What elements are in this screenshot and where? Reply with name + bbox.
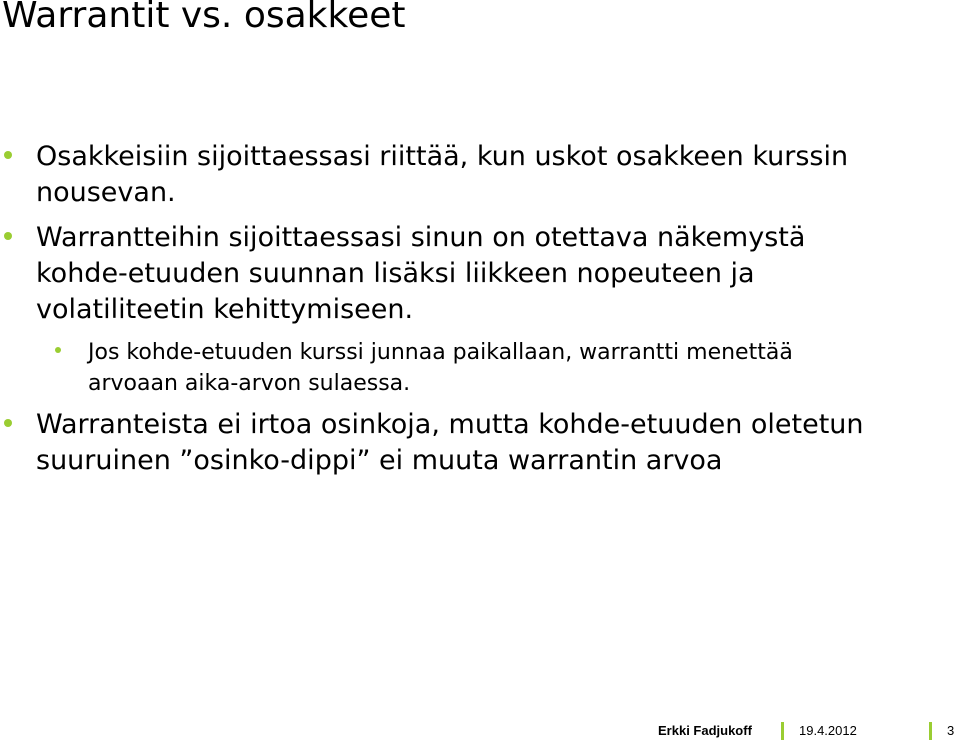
slide-title: Warrantit vs. osakkeet xyxy=(2,0,406,36)
footer-date: 19.4.2012 xyxy=(799,723,857,738)
footer-separator xyxy=(929,722,932,740)
footer-separator xyxy=(781,722,784,740)
sub-bullet-text: Jos kohde-etuuden kurssi junnaa paikallaan, warrantti menettää arvoaan aika-arvon sulaessa. xyxy=(88,340,793,396)
bullet-dot-icon xyxy=(4,151,12,159)
bullet-item xyxy=(36,139,896,211)
bullet-text: Warranteista ei irtoa osinkoja, mutta kohde-etuuden oletetun suuruinen ”osinko-dippi” ei muuta warrantin arvoa xyxy=(36,409,864,476)
sub-bullet-item xyxy=(88,337,888,399)
footer-author: Erkki Fadjukoff xyxy=(658,723,752,738)
bullet-item xyxy=(36,407,896,479)
bullet-text: Osakkeisiin sijoittaessasi riittää, kun uskot osakkeen kurssin nousevan. xyxy=(36,141,849,208)
slide-footer xyxy=(0,722,960,742)
bullet-dot-icon xyxy=(55,347,61,353)
page-number: 3 xyxy=(947,723,955,738)
bullet-dot-icon xyxy=(4,419,12,427)
bullet-item xyxy=(36,220,896,328)
bullet-dot-icon xyxy=(4,232,12,240)
bullet-text: Warrantteihin sijoittaessasi sinun on otettava näkemystä kohde-etuuden suunnan lisäksi liikkeen nopeuteen ja volatiliteetin kehittymiseen. xyxy=(36,222,806,325)
